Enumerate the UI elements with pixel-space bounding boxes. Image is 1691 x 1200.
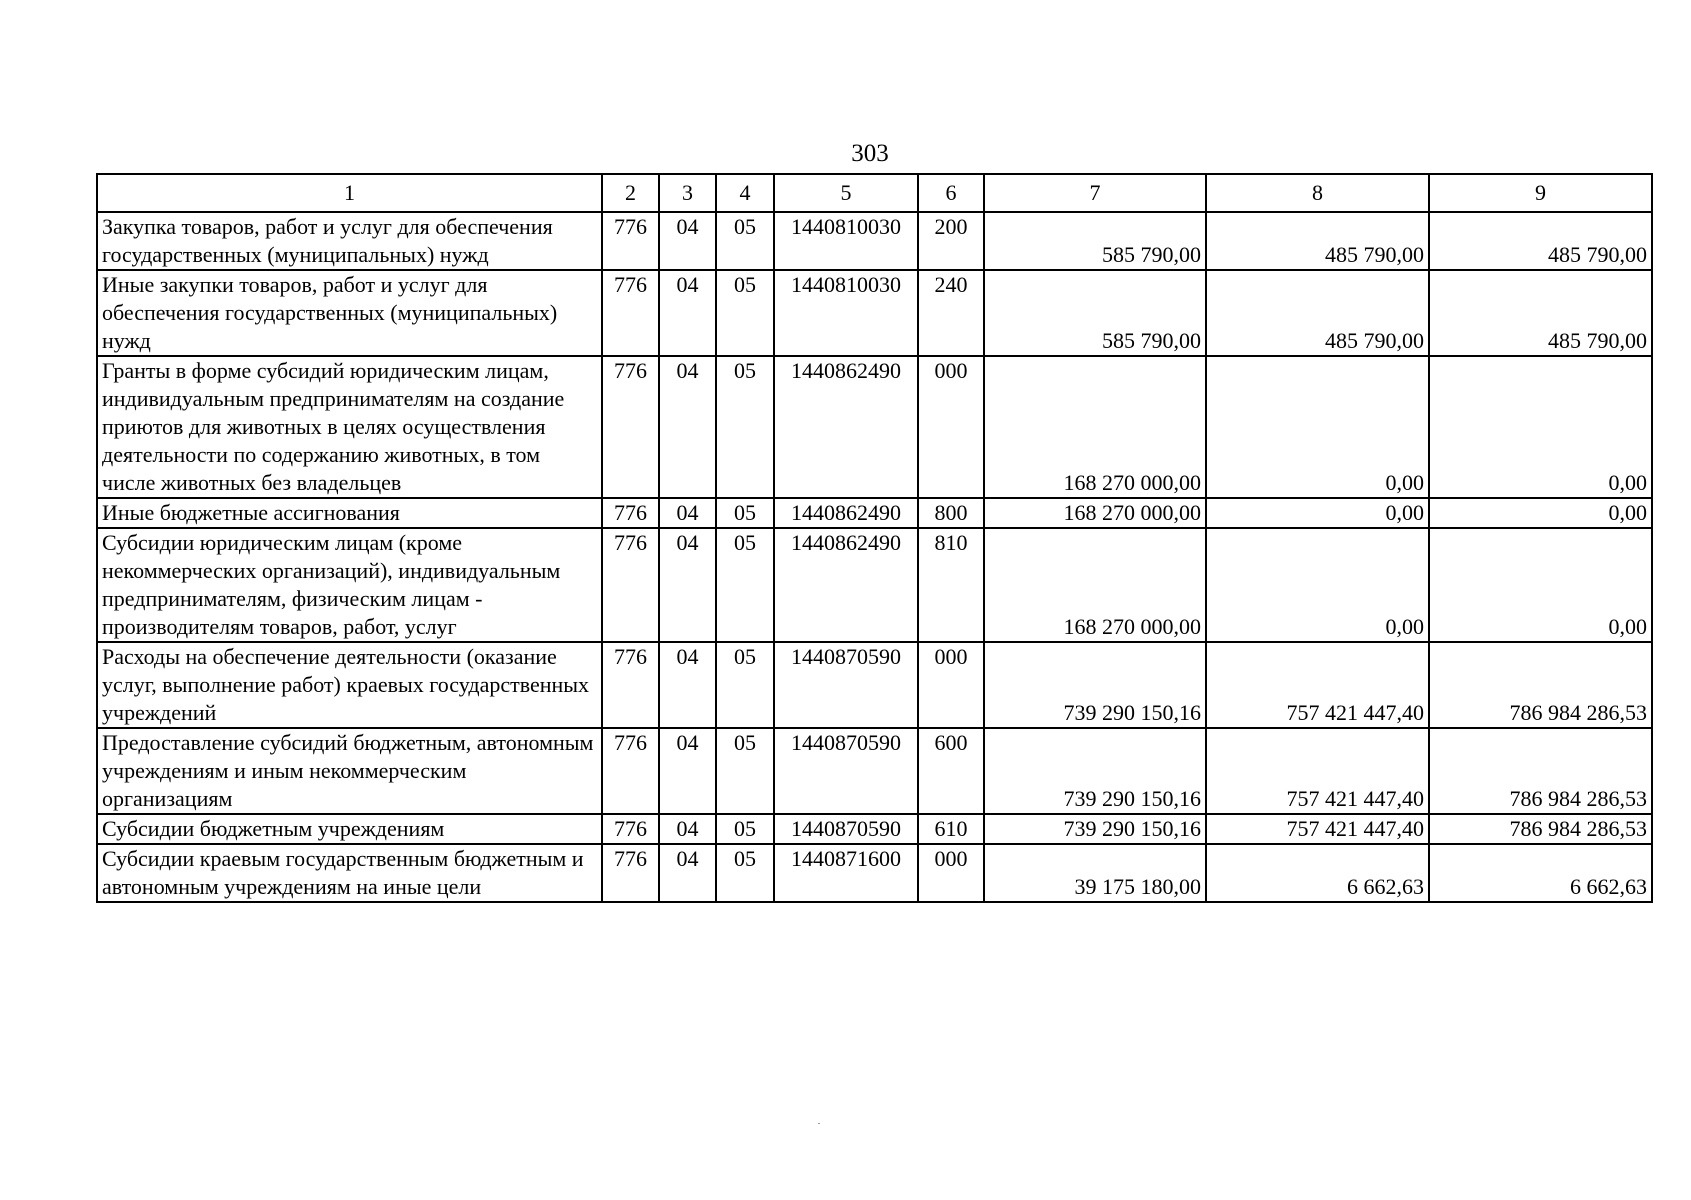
expense-name: Закупка товаров, работ и услуг для обеспечения государственных (муниципальных) нужд [97, 212, 602, 270]
subsection-code: 05 [716, 212, 774, 270]
subsection-code: 05 [716, 844, 774, 902]
table-row [97, 270, 1652, 356]
ministry-code: 776 [602, 814, 659, 844]
amount-col-9: 6 662,63 [1429, 844, 1652, 902]
amount-col-7: 739 290 150,16 [984, 814, 1206, 844]
target-article-code: 1440862490 [774, 528, 918, 642]
amount-col-9: 485 790,00 [1429, 270, 1652, 356]
expense-name: Субсидии краевым государственным бюджетным и автономным учреждениям на иные цели [97, 844, 602, 902]
table-row [97, 528, 1652, 642]
subsection-code: 05 [716, 814, 774, 844]
ministry-code: 776 [602, 728, 659, 814]
expense-name: Иные закупки товаров, работ и услуг для обеспечения государственных (муниципальных) нужд [97, 270, 602, 356]
expense-type-code: 810 [918, 528, 984, 642]
ministry-code: 776 [602, 212, 659, 270]
amount-col-9: 786 984 286,53 [1429, 642, 1652, 728]
section-code: 04 [659, 212, 716, 270]
amount-col-8: 6 662,63 [1206, 844, 1429, 902]
table-row [97, 814, 1652, 844]
expense-type-code: 610 [918, 814, 984, 844]
subsection-code: 05 [716, 270, 774, 356]
table-row [97, 498, 1652, 528]
header-cell-1: 1 [97, 174, 602, 212]
subsection-code: 05 [716, 642, 774, 728]
section-code: 04 [659, 356, 716, 498]
amount-col-7: 585 790,00 [984, 212, 1206, 270]
subsection-code: 05 [716, 528, 774, 642]
amount-col-8: 485 790,00 [1206, 270, 1429, 356]
expense-type-code: 000 [918, 844, 984, 902]
amount-col-8: 757 421 447,40 [1206, 728, 1429, 814]
table-row [97, 844, 1652, 902]
target-article-code: 1440862490 [774, 498, 918, 528]
amount-col-8: 0,00 [1206, 356, 1429, 498]
target-article-code: 1440862490 [774, 356, 918, 498]
amount-col-8: 485 790,00 [1206, 212, 1429, 270]
amount-col-9: 0,00 [1429, 528, 1652, 642]
subsection-code: 05 [716, 728, 774, 814]
expense-name: Предоставление субсидий бюджетным, автономным учреждениям и иным некоммерческим организациям [97, 728, 602, 814]
amount-col-9: 485 790,00 [1429, 212, 1652, 270]
subsection-code: 05 [716, 498, 774, 528]
expense-type-code: 240 [918, 270, 984, 356]
ministry-code: 776 [602, 642, 659, 728]
section-code: 04 [659, 270, 716, 356]
expense-name: Субсидии юридическим лицам (кроме некоммерческих организаций), индивидуальным предпринимателям, физическим лицам - производителям товаров, работ, услуг [97, 528, 602, 642]
expense-name: Субсидии бюджетным учреждениям [97, 814, 602, 844]
amount-col-8: 757 421 447,40 [1206, 642, 1429, 728]
header-cell-7: 7 [984, 174, 1206, 212]
amount-col-7: 168 270 000,00 [984, 528, 1206, 642]
header-cell-8: 8 [1206, 174, 1429, 212]
header-cell-9: 9 [1429, 174, 1652, 212]
target-article-code: 1440870590 [774, 642, 918, 728]
section-code: 04 [659, 498, 716, 528]
expense-name: Гранты в форме субсидий юридическим лицам, индивидуальным предпринимателям на создание приютов для животных в целях осуществления деятельности по содержанию животных, в том числе животных без владельцев [97, 356, 602, 498]
budget-table [96, 173, 1653, 903]
section-code: 04 [659, 642, 716, 728]
expense-type-code: 000 [918, 356, 984, 498]
ministry-code: 776 [602, 498, 659, 528]
amount-col-8: 757 421 447,40 [1206, 814, 1429, 844]
section-code: 04 [659, 528, 716, 642]
expense-type-code: 600 [918, 728, 984, 814]
target-article-code: 1440810030 [774, 270, 918, 356]
expense-name: Иные бюджетные ассигнования [97, 498, 602, 528]
section-code: 04 [659, 844, 716, 902]
scan-speck [818, 1123, 820, 1124]
header-cell-4: 4 [716, 174, 774, 212]
expense-type-code: 800 [918, 498, 984, 528]
expense-type-code: 000 [918, 642, 984, 728]
header-cell-3: 3 [659, 174, 716, 212]
amount-col-9: 0,00 [1429, 356, 1652, 498]
amount-col-7: 585 790,00 [984, 270, 1206, 356]
target-article-code: 1440871600 [774, 844, 918, 902]
amount-col-9: 786 984 286,53 [1429, 728, 1652, 814]
section-code: 04 [659, 814, 716, 844]
target-article-code: 1440810030 [774, 212, 918, 270]
subsection-code: 05 [716, 356, 774, 498]
table-row [97, 642, 1652, 728]
amount-col-8: 0,00 [1206, 498, 1429, 528]
table-row [97, 728, 1652, 814]
ministry-code: 776 [602, 356, 659, 498]
table-row [97, 356, 1652, 498]
table-row [97, 212, 1652, 270]
amount-col-9: 786 984 286,53 [1429, 814, 1652, 844]
ministry-code: 776 [602, 270, 659, 356]
amount-col-7: 39 175 180,00 [984, 844, 1206, 902]
header-row [97, 174, 1652, 212]
expense-name: Расходы на обеспечение деятельности (оказание услуг, выполнение работ) краевых государственных учреждений [97, 642, 602, 728]
header-cell-6: 6 [918, 174, 984, 212]
amount-col-7: 739 290 150,16 [984, 642, 1206, 728]
amount-col-8: 0,00 [1206, 528, 1429, 642]
target-article-code: 1440870590 [774, 814, 918, 844]
page-number: 303 [851, 140, 889, 167]
amount-col-7: 168 270 000,00 [984, 356, 1206, 498]
expense-type-code: 200 [918, 212, 984, 270]
ministry-code: 776 [602, 844, 659, 902]
amount-col-9: 0,00 [1429, 498, 1652, 528]
section-code: 04 [659, 728, 716, 814]
amount-col-7: 168 270 000,00 [984, 498, 1206, 528]
header-cell-5: 5 [774, 174, 918, 212]
target-article-code: 1440870590 [774, 728, 918, 814]
amount-col-7: 739 290 150,16 [984, 728, 1206, 814]
header-cell-2: 2 [602, 174, 659, 212]
ministry-code: 776 [602, 528, 659, 642]
